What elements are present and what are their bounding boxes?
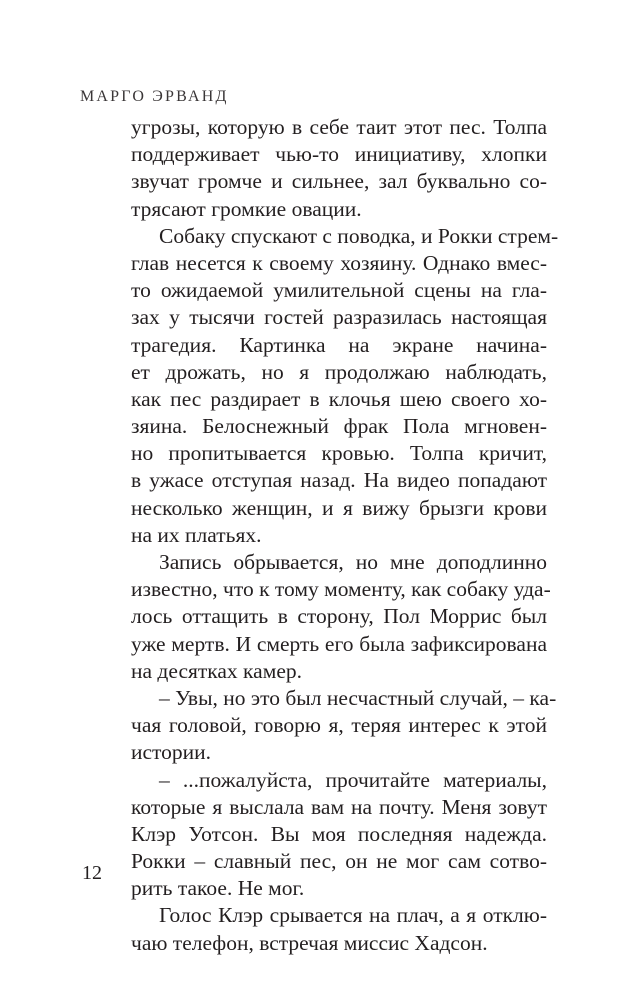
text-line: уже мертв. И смерть его была зафиксирована (131, 631, 547, 656)
text-line: Клэр Уотсон. Вы моя последняя надежда. (131, 821, 547, 846)
page-number: 12 (82, 862, 102, 884)
text-line: истории. (131, 740, 212, 765)
text-line: известно, что к тому моменту, как собаку уда- (131, 577, 551, 602)
text-line: которые я выслала вам на почту. Меня зовут (131, 794, 547, 819)
text-line: угрозы, которую в себе таит этот пес. Толпа (131, 115, 547, 139)
text-line: рить такое. Не мог. (131, 876, 305, 901)
text-line: Рокки – славный пес, он не мог сам сотво- (131, 849, 547, 874)
text-line: как пес раздирает в клочья шею своего хо- (131, 386, 547, 411)
text-line: – ...пожалуйста, прочитайте материалы, (159, 767, 547, 792)
text-line: несколько женщин, и я вижу брызги крови (131, 495, 547, 520)
text-line: зяина. Белоснежный фрак Пола мгновен- (131, 414, 547, 439)
text-line: Запись обрывается, но мне доподлинно (159, 550, 547, 574)
text-line: лось оттащить в сторону, Пол Моррис был (131, 604, 547, 629)
text-line: Собаку спускают с поводка, и Рокки стрем- (159, 223, 559, 248)
text-line: – Увы, но это был несчастный случай, – ка- (159, 685, 557, 710)
text-line: Голос Клэр срывается на плач, а я отклю- (159, 903, 547, 928)
text-line: звучат громче и сильнее, зал буквально со- (131, 169, 547, 194)
text-line: на их платьях. (131, 522, 262, 547)
text-line: но пропитывается кровью. Толпа кричит, (131, 441, 547, 466)
text-line: в ужасе отступая назад. На видео попадают (131, 468, 547, 493)
text-line: трясают громкие овации. (131, 196, 362, 221)
text-line: на десятках камер. (131, 658, 302, 683)
text-line: глав несется к своему хозяину. Однако вмес- (131, 250, 547, 275)
text-line: то ожидаемой умилительной сцены на гла- (131, 278, 547, 303)
text-line: поддерживает чью-то инициативу, хлопки (131, 142, 547, 167)
text-line: ет дрожать, но я продолжаю наблюдать, (131, 359, 547, 384)
text-line: трагедия. Картинка на экране начина- (131, 332, 547, 357)
running-header: МАРГО ЭРВАНД (80, 88, 229, 105)
body-text (131, 114, 559, 957)
text-line: чая головой, говорю я, теряя интерес к этой (131, 713, 547, 738)
text-line: зах у тысячи гостей разразилась настоящая (131, 305, 547, 330)
text-line: чаю телефон, встречая миссис Хадсон. (131, 930, 488, 955)
